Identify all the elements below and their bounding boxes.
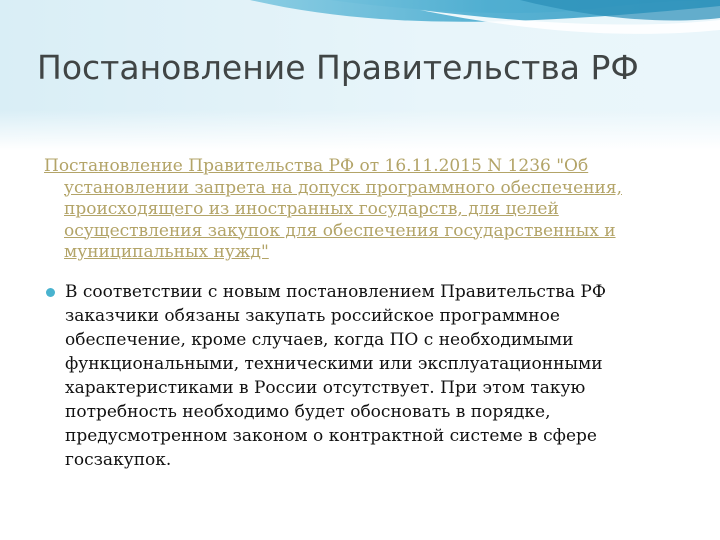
bullet-text: В соответствии с новым постановлением Правительства РФ заказчики обязаны закупать российское программное обеспечение, кроме случаев, когда ПО с необходимыми функциональными, техническими или эксплуатационными характеристиками в России отсутствует. При этом такую потребность необходимо будет обосновать в порядке, предусмотренном законом о контрактной системе в сфере госзакупок. [65, 282, 606, 470]
slide-title: Постановление Правительства РФ [37, 48, 639, 87]
bullet-item [44, 280, 684, 472]
decree-link[interactable]: Постановление Правительства РФ от 16.11.2015 N 1236 "Об установлении запрета на допуск программного обеспечения, происходящего из иностранных государств, для целей осуществления закупок для обеспечения государственных и муниципальных нужд" [44, 156, 622, 262]
bullet-icon [46, 288, 55, 297]
